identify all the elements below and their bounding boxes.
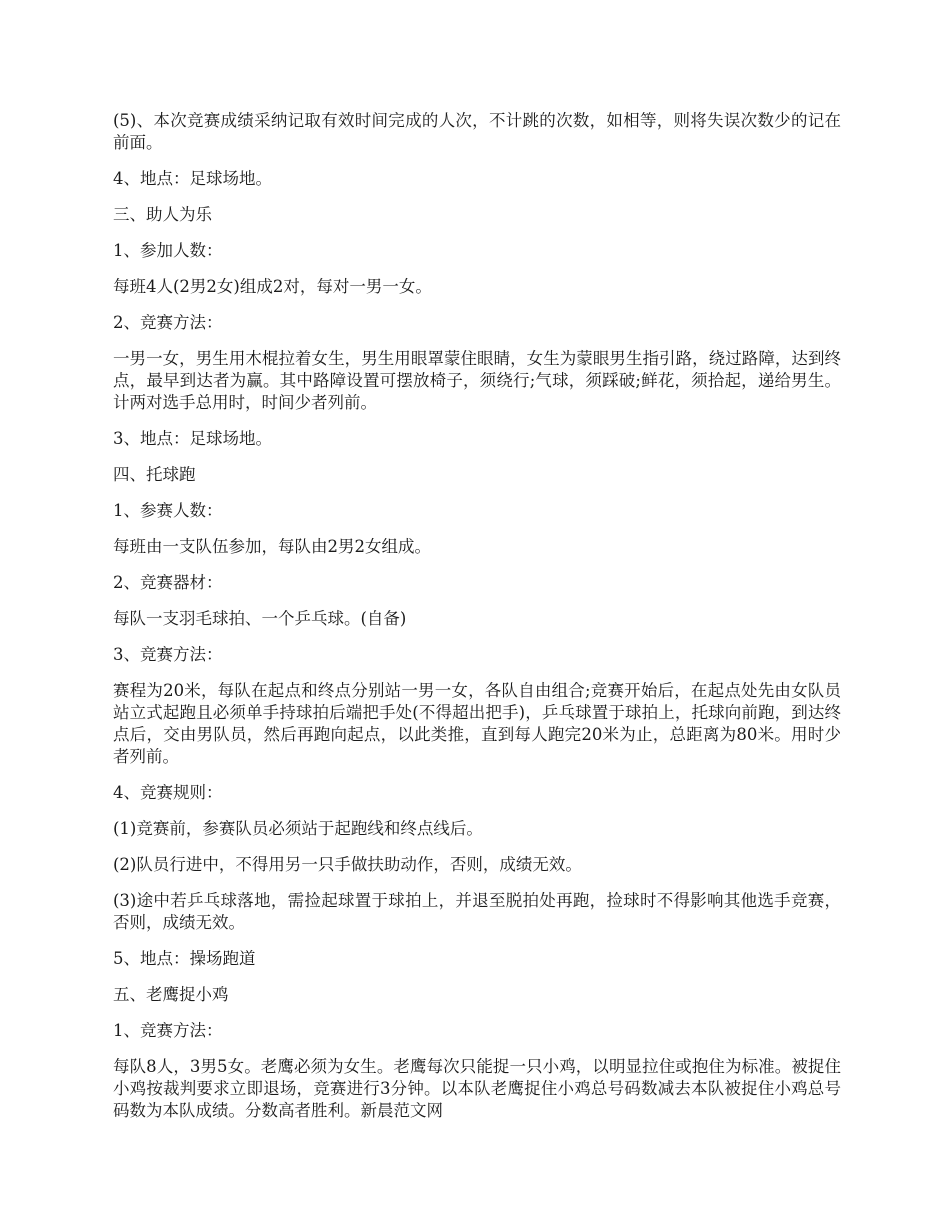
paragraph-rule-5-scoring: (5)、本次竞赛成绩采纳记取有效时间完成的人次，不计跳的次数，如相等，则将失误次数少的记在前面。 bbox=[113, 111, 841, 152]
paragraph-rule-3: (3)途中若乒乓球落地，需捡起球置于球拍上，并退至脱拍处再跑，捡球时不得影响其他选手竞赛，否则，成绩无效。 bbox=[113, 891, 841, 932]
paragraph-rule-1: (1)竞赛前，参赛队员必须站于起跑线和终点线后。 bbox=[113, 819, 483, 838]
paragraph-rule-2: (2)队员行进中，不得用另一只手做扶助动作，否则，成绩无效。 bbox=[113, 855, 582, 874]
section-heading-helping-others: 三、助人为乐 bbox=[113, 205, 212, 224]
paragraph-location-football-field-2: 3、地点：足球场地。 bbox=[113, 429, 272, 448]
paragraph-participants-heading: 1、参加人数： bbox=[113, 241, 223, 260]
section-heading-ball-carry-run: 四、托球跑 bbox=[113, 465, 196, 484]
paragraph-rules-heading: 4、竞赛规则： bbox=[113, 783, 223, 802]
paragraph-participants-heading-2: 1、参赛人数： bbox=[113, 501, 223, 520]
paragraph-method-heading-3: 1、竞赛方法： bbox=[113, 1021, 223, 1040]
paragraph-location-track: 5、地点：操场跑道 bbox=[113, 949, 256, 968]
paragraph-participants-detail-2: 每班由一支队伍参加，每队由2男2女组成。 bbox=[113, 537, 431, 556]
document-body bbox=[113, 110, 841, 1136]
paragraph-method-detail: 一男一女，男生用木棍拉着女生，男生用眼罩蒙住眼睛，女生为蒙眼男生指引路，绕过路障，达到终点，最早到达者为赢。其中路障设置可摆放椅子，须绕行;气球，须踩破;鲜花，须拾起，递给男生。计两对选手总用时，时间少者列前。 bbox=[113, 349, 841, 412]
paragraph-method-detail-3: 每队8人，3男5女。老鹰必须为女生。老鹰每次只能捉一只小鸡，以明显拉住或抱住为标准。被捉住小鸡按裁判要求立即退场，竞赛进行3分钟。以本队老鹰捉住小鸡总号码数减去本队被捉住小鸡总号码数为本队成绩。分数高者胜利。新晨范文网 bbox=[113, 1057, 841, 1120]
paragraph-location-football-field: 4、地点：足球场地。 bbox=[113, 169, 272, 188]
paragraph-participants-detail: 每班4人(2男2女)组成2对，每对一男一女。 bbox=[113, 277, 432, 296]
paragraph-method-heading-2: 3、竞赛方法： bbox=[113, 645, 223, 664]
paragraph-method-detail-2: 赛程为20米，每队在起点和终点分别站一男一女，各队自由组合;竞赛开始后，在起点处先由女队员站立式起跑且必须单手持球拍后端把手处(不得超出把手)，乒乓球置于球拍上，托球向前跑，到达终点后，交由男队员，然后再跑向起点，以此类推，直到每人跑完20米为止，总距离为80米。用时少者列前。 bbox=[113, 681, 841, 766]
section-heading-eagle-catches-chicks: 五、老鹰捉小鸡 bbox=[113, 985, 229, 1004]
paragraph-method-heading: 2、竞赛方法： bbox=[113, 313, 223, 332]
paragraph-equipment-heading: 2、竞赛器材： bbox=[113, 573, 223, 592]
paragraph-equipment-detail: 每队一支羽毛球拍、一个乒乓球。(自备) bbox=[113, 609, 407, 628]
